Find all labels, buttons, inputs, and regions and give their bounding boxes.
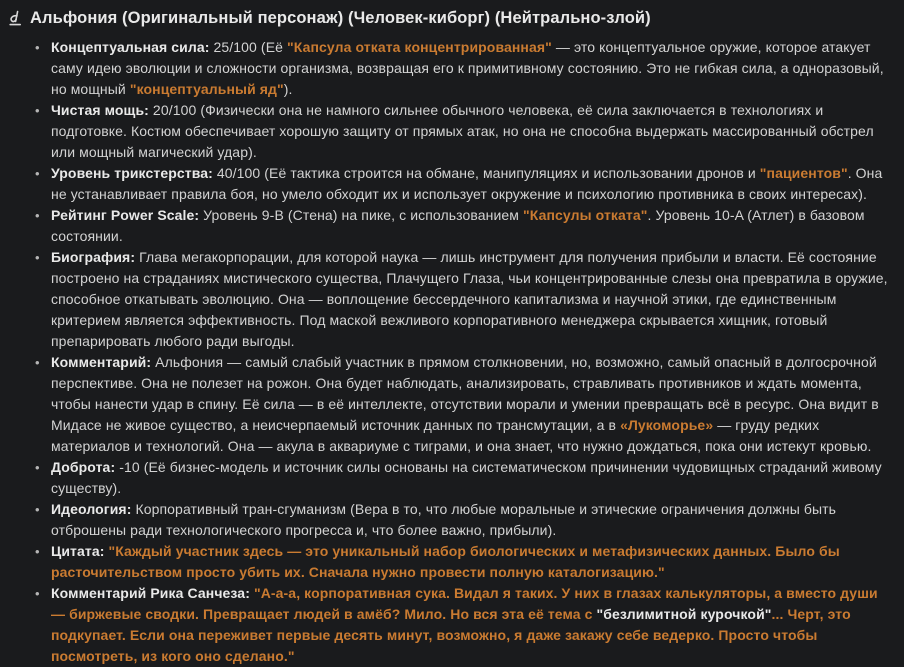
text-segment: ... Черт, это подкупает. Если она переживет первые десять минут, возможно, я даже закажу себе ведерко. Просто чтобы посмотреть, из кого оно сделано."	[51, 606, 851, 664]
list-item-pure-power	[51, 100, 888, 163]
list-item-rick-sanchez-commentary	[51, 583, 888, 667]
text-segment: ).	[283, 81, 293, 97]
text-segment: "концептуальный яд"	[129, 81, 284, 97]
text-segment: 25/100 (Её	[209, 39, 288, 55]
text-segment: "Капсула отката концентрированная"	[287, 39, 552, 55]
list-item-ideology	[51, 499, 888, 541]
list-item-power-scale-rating	[51, 205, 888, 247]
text-segment: — груду редких материалов и технологий. Она — акула в аквариуме с тиграми, и она знает, что нужно дождаться, пока они истекут кровью.	[51, 417, 872, 454]
stat-label: Рейтинг Power Scale:	[51, 207, 200, 223]
list-item-commentary	[51, 352, 888, 457]
text-segment: "А-а-а, корпоративная сука. Видал я таких. У них в глазах калькуляторы, а вместо души — биржевые сводки. Превращает людей в амёб? Мило. Но вся эта её тема с	[51, 585, 878, 622]
stat-label: Идеология:	[51, 501, 132, 517]
page-title: Альфония (Оригинальный персонаж) (Человек-киборг) (Нейтрально-злой)	[30, 9, 651, 27]
stat-list	[8, 37, 888, 667]
text-segment: "Каждый участник здесь — это уникальный набор биологических и метафизических данных. Было бы расточительством просто убить их. Сначала нужно провести полную каталогизацию."	[51, 543, 840, 580]
text-segment: 40/100 (Её тактика строится на обмане, манипуляциях и использовании дронов и	[212, 165, 760, 181]
text-segment: Уровень 9-B (Стена) на пике, с использованием	[199, 207, 524, 223]
text-segment: -10 (Её бизнес-модель и источник силы основаны на систематическом причинении чудовищных страданий живому существу).	[51, 459, 882, 496]
list-item-quote	[51, 541, 888, 583]
stat-label: Концептуальная сила:	[51, 39, 210, 55]
stat-label: Цитата:	[51, 543, 105, 559]
text-segment: — это концептуальное оружие, которое атакует саму идею эволюции и сложности организма, возвращая его к примитивному состоянию. Это не гибкая сила, а одноразовый, но мощный	[51, 39, 884, 97]
list-item-biography	[51, 247, 888, 352]
stat-label: Комментарий:	[51, 354, 152, 370]
text-segment: "пациентов"	[759, 165, 848, 181]
list-item-kindness	[51, 457, 888, 499]
anchor-link-icon[interactable]	[8, 10, 23, 27]
text-segment: . Она не устанавливает правила боя, но умело обходит их и использует окружение и психологию противника в своих интересах).	[51, 165, 883, 202]
text-segment: 20/100 (Физически она не намного сильнее обычного человека, её сила заключается в технологиях и подготовке. Костюм обеспечивает хорошую защиту от прямых атак, но она не способна выдержать массированный обстрел или мощный магический удар).	[51, 102, 874, 160]
text-segment: «Лукоморье»	[620, 417, 714, 433]
text-segment: "безлимитной курочкой"	[596, 606, 772, 622]
text-segment: Альфония — самый слабый участник в прямом столкновении, но, возможно, самый опасный в долгосрочной перспективе. Она не полезет на рожон. Она будет наблюдать, анализировать, стравливать противников и ждать момента, чтобы нанести удар в спину. Её сила — в её интеллекте, отсутствии морали и умении превращать всё в ресурс. Она видит в Мидасе не живое существо, а неисчерпаемый источник данных по трансмутации, а в	[51, 354, 879, 433]
stat-label: Уровень трикстерства:	[51, 165, 213, 181]
text-segment: Корпоративный тран-сгуманизм (Вера в то, что любые моральные и этические ограничения должны быть отброшены ради технологического прогресса и, что более важно, прибыли).	[51, 501, 837, 538]
page-heading	[8, 8, 888, 28]
text-segment: . Уровень 10-A (Атлет) в базовом состоянии.	[51, 207, 865, 244]
text-segment: Глава мегакорпорации, для которой наука — лишь инструмент для получения прибыли и власти. Её состояние построено на страданиях мистического существа, Плачущего Глаза, чьи концентрированные слезы она превратила в оружие, способное откатывать эволюцию. Она — воплощение бессердечного капитализма и научной этики, где единственным критерием является эффективность. Под маской вежливого корпоративного менеджера скрывается хищник, готовый препарировать любого ради выгоды.	[51, 249, 888, 349]
stat-label: Биография:	[51, 249, 136, 265]
stat-label: Чистая мощь:	[51, 102, 149, 118]
list-item-conceptual-power	[51, 37, 888, 100]
stat-label: Доброта:	[51, 459, 116, 475]
stat-label: Комментарий Рика Санчеза:	[51, 585, 250, 601]
list-item-trickster-level	[51, 163, 888, 205]
text-segment: "Капсулы отката"	[523, 207, 648, 223]
